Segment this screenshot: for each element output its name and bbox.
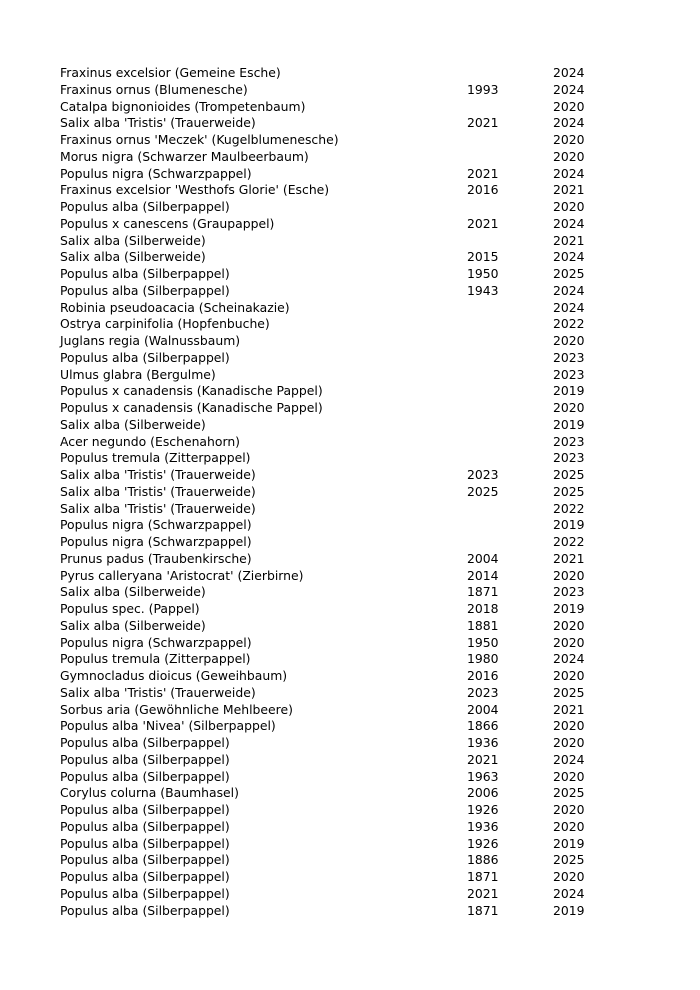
- inspection-year-cell: 2021: [553, 182, 585, 198]
- inspection-year-cell: 2020: [553, 668, 585, 683]
- table-row: [60, 601, 620, 618]
- tree-species-cell: Ostrya carpinifolia (Hopfenbuche): [60, 316, 270, 332]
- inspection-year-cell: 2022: [553, 316, 585, 332]
- inspection-year-cell: 2019: [553, 835, 585, 851]
- table-row: [60, 685, 620, 702]
- table-row: [60, 283, 620, 300]
- tree-species-cell: Juglans regia (Walnussbaum): [60, 333, 241, 348]
- inspection-year-cell: 2020: [553, 802, 585, 817]
- tree-species-cell: Populus alba (Silberpappel): [60, 349, 230, 365]
- tree-species-cell: Salix alba 'Tristis' (Trauerweide): [60, 115, 256, 131]
- planting-year-cell: 1936: [467, 818, 499, 834]
- inspection-year-cell: 2025: [553, 467, 585, 482]
- tree-species-cell: Populus alba (Silberpappel): [60, 802, 230, 817]
- planting-year-cell: 2016: [467, 182, 499, 198]
- tree-species-cell: Populus alba (Silberpappel): [60, 751, 230, 767]
- tree-species-cell: Salix alba 'Tristis' (Trauerweide): [60, 500, 256, 516]
- planting-year-cell: 1950: [467, 634, 499, 650]
- tree-species-cell: Salix alba 'Tristis' (Trauerweide): [60, 684, 256, 700]
- inspection-year-cell: 2023: [553, 366, 585, 382]
- table-row: [60, 316, 620, 333]
- tree-species-cell: Salix alba 'Tristis' (Trauerweide): [60, 483, 256, 499]
- planting-year-cell: 2025: [467, 483, 499, 499]
- tree-species-cell: Acer negundo (Eschenahorn): [60, 433, 241, 449]
- table-row: [60, 534, 620, 551]
- table-row: [60, 702, 620, 719]
- table-row: [60, 852, 620, 869]
- tree-species-cell: Populus alba (Silberpappel): [60, 818, 230, 834]
- table-row: [60, 99, 620, 116]
- table-row: [60, 819, 620, 836]
- inspection-year-cell: 2020: [553, 333, 585, 348]
- table-row: [60, 785, 620, 802]
- tree-species-cell: Pyrus calleryana 'Aristocrat' (Zierbirne): [60, 567, 304, 583]
- table-row: [60, 735, 620, 752]
- tree-species-cell: Populus tremula (Zitterpappel): [60, 450, 251, 466]
- tree-species-cell: Populus alba (Silberpappel): [60, 869, 230, 884]
- tree-species-cell: Populus alba (Silberpappel): [60, 885, 230, 901]
- planting-year-cell: 2021: [467, 165, 499, 181]
- tree-species-cell: Populus alba (Silberpappel): [60, 902, 230, 918]
- table-row: [60, 568, 620, 585]
- planting-year-cell: 1980: [467, 651, 499, 667]
- tree-table: [60, 65, 620, 919]
- tree-species-cell: Populus alba (Silberpappel): [60, 835, 230, 851]
- tree-species-cell: Salix alba 'Tristis' (Trauerweide): [60, 467, 256, 482]
- tree-species-cell: Populus nigra (Schwarzpappel): [60, 165, 252, 181]
- inspection-year-cell: 2020: [553, 199, 585, 214]
- inspection-year-cell: 2025: [553, 785, 585, 801]
- planting-year-cell: 2004: [467, 701, 499, 717]
- table-row: [60, 132, 620, 149]
- inspection-year-cell: 2020: [553, 768, 585, 784]
- planting-year-cell: 1993: [467, 81, 499, 97]
- table-row: [60, 383, 620, 400]
- inspection-year-cell: 2019: [553, 902, 585, 918]
- inspection-year-cell: 2023: [553, 433, 585, 449]
- table-row: [60, 199, 620, 216]
- inspection-year-cell: 2024: [553, 65, 585, 80]
- table-row: [60, 65, 620, 82]
- planting-year-cell: 2021: [467, 885, 499, 901]
- tree-species-cell: Salix alba (Silberweide): [60, 617, 206, 633]
- table-row: [60, 651, 620, 668]
- inspection-year-cell: 2024: [553, 249, 585, 265]
- tree-species-cell: Gymnocladus dioicus (Geweihbaum): [60, 668, 288, 683]
- tree-species-cell: Fraxinus excelsior 'Westhofs Glorie' (Esche): [60, 182, 330, 198]
- inspection-year-cell: 2019: [553, 416, 585, 432]
- inspection-year-cell: 2021: [553, 550, 585, 566]
- planting-year-cell: 1926: [467, 835, 499, 851]
- inspection-year-cell: 2020: [553, 634, 585, 650]
- inspection-year-cell: 2020: [553, 148, 585, 164]
- table-row: [60, 367, 620, 384]
- tree-species-cell: Populus nigra (Schwarzpappel): [60, 517, 252, 533]
- tree-species-cell: Populus alba (Silberpappel): [60, 266, 230, 281]
- table-row: [60, 300, 620, 317]
- planting-year-cell: 2016: [467, 668, 499, 683]
- inspection-year-cell: 2020: [553, 98, 585, 114]
- inspection-year-cell: 2019: [553, 517, 585, 533]
- planting-year-cell: 2004: [467, 550, 499, 566]
- inspection-year-cell: 2023: [553, 584, 585, 600]
- table-row: [60, 216, 620, 233]
- planting-year-cell: 1866: [467, 718, 499, 734]
- inspection-year-cell: 2024: [553, 299, 585, 315]
- inspection-year-cell: 2025: [553, 483, 585, 499]
- table-row: [60, 417, 620, 434]
- inspection-year-cell: 2024: [553, 165, 585, 181]
- tree-species-cell: Fraxinus excelsior (Gemeine Esche): [60, 65, 281, 80]
- planting-year-cell: 2023: [467, 467, 499, 482]
- tree-species-cell: Populus alba 'Nivea' (Silberpappel): [60, 718, 276, 734]
- table-row: [60, 434, 620, 451]
- table-row: [60, 333, 620, 350]
- tree-species-cell: Populus alba (Silberpappel): [60, 768, 230, 784]
- tree-species-cell: Fraxinus ornus (Blumenesche): [60, 81, 248, 97]
- table-row: [60, 400, 620, 417]
- table-row: [60, 584, 620, 601]
- table-row: [60, 635, 620, 652]
- tree-species-cell: Populus tremula (Zitterpappel): [60, 651, 251, 667]
- inspection-year-cell: 2019: [553, 383, 585, 399]
- tree-species-cell: Populus x canadensis (Kanadische Pappel): [60, 383, 323, 399]
- inspection-year-cell: 2024: [553, 215, 585, 231]
- inspection-year-cell: 2024: [553, 115, 585, 131]
- planting-year-cell: 1926: [467, 802, 499, 817]
- tree-species-cell: Salix alba (Silberweide): [60, 584, 206, 600]
- tree-species-cell: Ulmus glabra (Bergulme): [60, 366, 216, 382]
- planting-year-cell: 2023: [467, 684, 499, 700]
- tree-species-cell: Fraxinus ornus 'Meczek' (Kugelblumenesche): [60, 132, 339, 147]
- planting-year-cell: 2021: [467, 215, 499, 231]
- inspection-year-cell: 2020: [553, 818, 585, 834]
- planting-year-cell: 1963: [467, 768, 499, 784]
- tree-species-cell: Salix alba (Silberweide): [60, 232, 206, 248]
- table-row: [60, 350, 620, 367]
- tree-species-cell: Morus nigra (Schwarzer Maulbeerbaum): [60, 148, 309, 164]
- inspection-year-cell: 2025: [553, 852, 585, 868]
- table-row: [60, 82, 620, 99]
- tree-species-cell: Populus spec. (Pappel): [60, 601, 200, 616]
- inspection-year-cell: 2019: [553, 601, 585, 616]
- table-row: [60, 869, 620, 886]
- planting-year-cell: 1881: [467, 617, 499, 633]
- table-row: [60, 769, 620, 786]
- inspection-year-cell: 2023: [553, 349, 585, 365]
- planting-year-cell: 2021: [467, 115, 499, 131]
- table-row: [60, 467, 620, 484]
- planting-year-cell: 2015: [467, 249, 499, 265]
- inspection-year-cell: 2024: [553, 885, 585, 901]
- inspection-year-cell: 2024: [553, 282, 585, 298]
- inspection-year-cell: 2025: [553, 266, 585, 281]
- inspection-year-cell: 2025: [553, 684, 585, 700]
- inspection-year-cell: 2020: [553, 869, 585, 884]
- inspection-year-cell: 2022: [553, 534, 585, 549]
- tree-species-cell: Populus alba (Silberpappel): [60, 852, 230, 868]
- table-row: [60, 149, 620, 166]
- inspection-year-cell: 2020: [553, 132, 585, 147]
- planting-year-cell: 1871: [467, 584, 499, 600]
- tree-species-cell: Sorbus aria (Gewöhnliche Mehlbeere): [60, 701, 293, 717]
- table-row: [60, 501, 620, 518]
- table-row: [60, 115, 620, 132]
- tree-species-cell: Populus alba (Silberpappel): [60, 282, 230, 298]
- inspection-year-cell: 2023: [553, 450, 585, 466]
- table-row: [60, 752, 620, 769]
- tree-species-cell: Salix alba (Silberweide): [60, 249, 206, 265]
- planting-year-cell: 2021: [467, 751, 499, 767]
- table-row: [60, 886, 620, 903]
- tree-species-cell: Catalpa bignonioides (Trompetenbaum): [60, 98, 306, 114]
- table-row: [60, 484, 620, 501]
- planting-year-cell: 2014: [467, 567, 499, 583]
- table-row: [60, 718, 620, 735]
- table-row: [60, 802, 620, 819]
- table-row: [60, 233, 620, 250]
- planting-year-cell: 1936: [467, 735, 499, 750]
- table-row: [60, 618, 620, 635]
- planting-year-cell: 1950: [467, 266, 499, 281]
- inspection-year-cell: 2024: [553, 81, 585, 97]
- tree-species-cell: Populus x canescens (Graupappel): [60, 215, 275, 231]
- table-row: [60, 249, 620, 266]
- tree-species-cell: Salix alba (Silberweide): [60, 416, 206, 432]
- tree-species-cell: Corylus colurna (Baumhasel): [60, 785, 239, 801]
- inspection-year-cell: 2020: [553, 617, 585, 633]
- tree-species-cell: Populus alba (Silberpappel): [60, 735, 230, 750]
- inspection-year-cell: 2022: [553, 500, 585, 516]
- planting-year-cell: 1871: [467, 902, 499, 918]
- planting-year-cell: 2018: [467, 601, 499, 616]
- inspection-year-cell: 2024: [553, 651, 585, 667]
- tree-species-cell: Populus x canadensis (Kanadische Pappel): [60, 400, 323, 415]
- table-row: [60, 517, 620, 534]
- planting-year-cell: 1943: [467, 282, 499, 298]
- table-row: [60, 836, 620, 853]
- tree-species-cell: Prunus padus (Traubenkirsche): [60, 550, 252, 566]
- tree-species-cell: Populus nigra (Schwarzpappel): [60, 534, 252, 549]
- planting-year-cell: 2006: [467, 785, 499, 801]
- inspection-year-cell: 2021: [553, 232, 585, 248]
- inspection-year-cell: 2021: [553, 701, 585, 717]
- planting-year-cell: 1871: [467, 869, 499, 884]
- table-row: [60, 668, 620, 685]
- table-row: [60, 266, 620, 283]
- table-row: [60, 450, 620, 467]
- inspection-year-cell: 2020: [553, 567, 585, 583]
- inspection-year-cell: 2020: [553, 400, 585, 415]
- inspection-year-cell: 2020: [553, 735, 585, 750]
- tree-species-cell: Populus nigra (Schwarzpappel): [60, 634, 252, 650]
- table-row: [60, 182, 620, 199]
- tree-species-cell: Robinia pseudoacacia (Scheinakazie): [60, 299, 290, 315]
- table-row: [60, 903, 620, 920]
- table-row: [60, 551, 620, 568]
- inspection-year-cell: 2024: [553, 751, 585, 767]
- planting-year-cell: 1886: [467, 852, 499, 868]
- tree-species-cell: Populus alba (Silberpappel): [60, 199, 230, 214]
- inspection-year-cell: 2020: [553, 718, 585, 734]
- table-row: [60, 166, 620, 183]
